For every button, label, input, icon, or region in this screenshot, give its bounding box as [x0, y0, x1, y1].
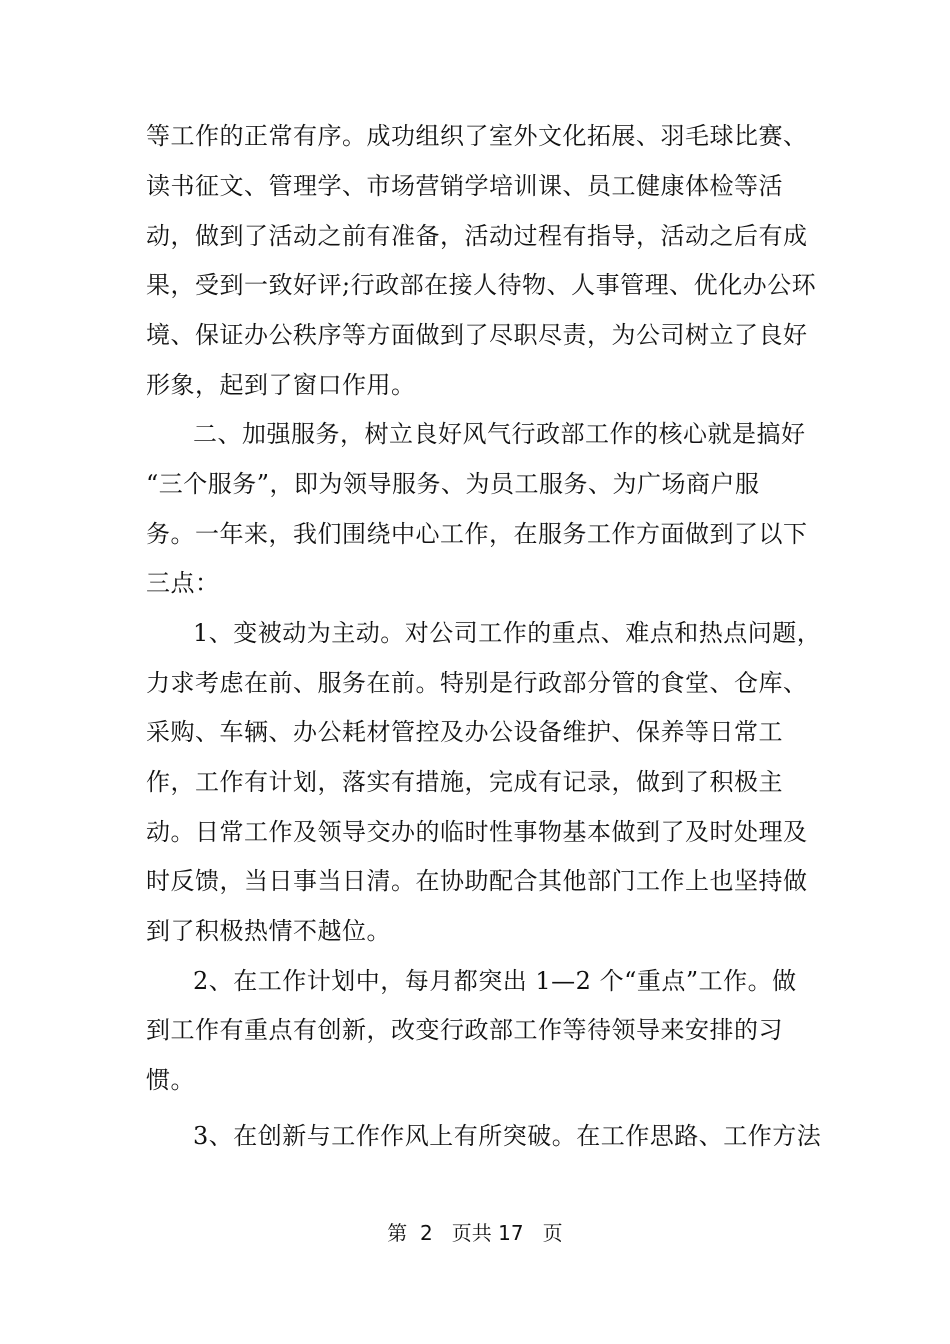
paragraph-start-line: 2、在工作计划中，每月都突出 1—2 个“重点”工作。做 [193, 967, 797, 995]
text-line: 果，受到一致好评;行政部在接人待物、人事管理、优化办公环 [146, 271, 817, 299]
text-line: 到工作有重点有创新，改变行政部工作等待领导来安排的习 [146, 1016, 783, 1044]
text-line: “三个服务”，即为领导服务、为员工服务、为广场商户服 [146, 470, 760, 498]
text-line: 三点： [146, 569, 220, 597]
text-line: 到了积极热情不越位。 [146, 917, 391, 945]
text-line: 作，工作有计划，落实有措施，完成有记录，做到了积极主 [146, 768, 783, 796]
text-line: 境、保证办公秩序等方面做到了尽职尽责，为公司树立了良好 [146, 321, 808, 349]
text-line: 惯。 [146, 1066, 195, 1094]
text-line: 读书征文、管理学、市场营销学培训课、员工健康体检等活 [146, 172, 783, 200]
text-line: 务。一年来，我们围绕中心工作，在服务工作方面做到了以下 [146, 520, 808, 548]
text-line: 力求考虑在前、服务在前。特别是行政部分管的食堂、仓库、 [146, 669, 808, 697]
text-line: 时反馈，当日事当日清。在协助配合其他部门工作上也坚持做 [146, 867, 808, 895]
page-number-footer: 第 2 页共 17 页 [387, 1221, 563, 1245]
paragraph-start-line: 3、在创新与工作作风上有所突破。在工作思路、工作方法 [193, 1122, 822, 1150]
paragraph-start-line: 1、变被动为主动。对公司工作的重点、难点和热点问题， [193, 619, 822, 647]
text-line: 动，做到了活动之前有准备，活动过程有指导，活动之后有成 [146, 222, 808, 250]
text-line: 等工作的正常有序。成功组织了室外文化拓展、羽毛球比赛、 [146, 122, 808, 150]
text-line: 采购、车辆、办公耗材管控及办公设备维护、保养等日常工 [146, 718, 783, 746]
paragraph-start-line: 二、加强服务，树立良好风气行政部工作的核心就是搞好 [193, 420, 806, 448]
text-line: 动。日常工作及领导交办的临时性事物基本做到了及时处理及 [146, 818, 808, 846]
text-line: 形象，起到了窗口作用。 [146, 371, 416, 399]
